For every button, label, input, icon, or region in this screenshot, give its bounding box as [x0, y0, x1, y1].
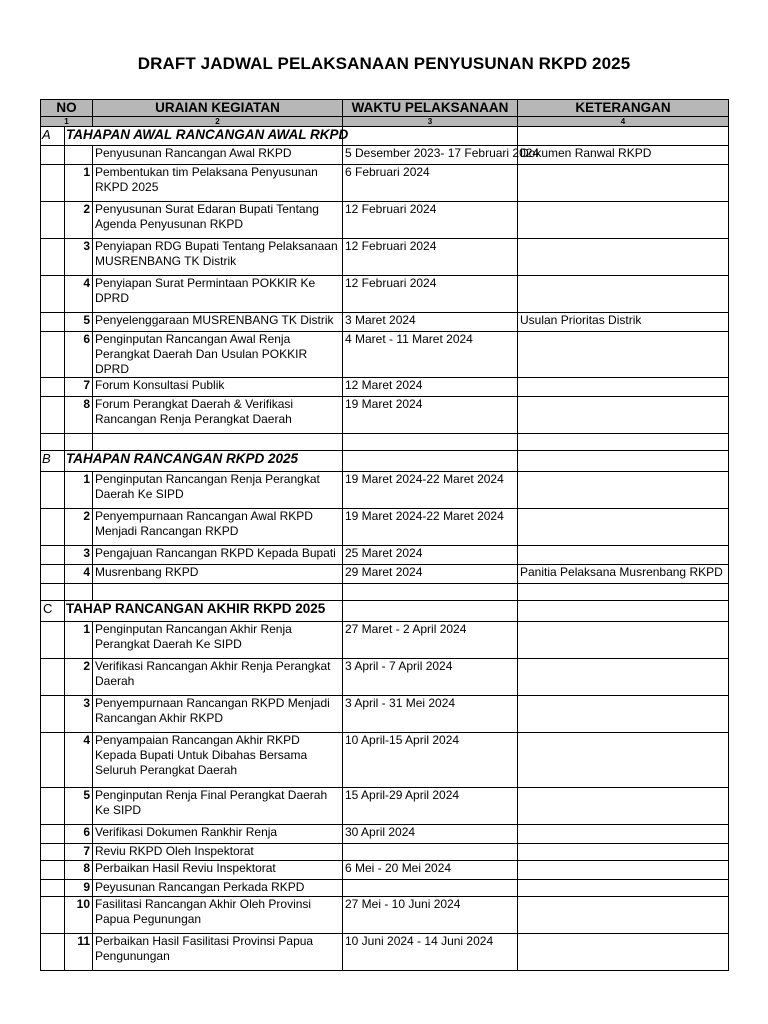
table-row [41, 546, 729, 565]
row-number: 8 [65, 861, 93, 880]
note-cell: Usulan Prioritas Distrik [518, 313, 729, 332]
table-row [41, 934, 729, 971]
activity-cell: Penginputan Rancangan Akhir Renja Perangkat Daerah Ke SIPD [93, 622, 343, 659]
time-cell: 19 Maret 2024-22 Maret 2024 [343, 509, 518, 546]
activity-cell: Verifikasi Dokumen Rankhir Renja [93, 825, 343, 844]
note-cell [518, 897, 729, 934]
table-row [41, 844, 729, 861]
note-cell [518, 659, 729, 696]
activity-cell: Forum Konsultasi Publik [93, 378, 343, 397]
empty-cell [518, 584, 729, 601]
time-cell: 15 April-29 April 2024 [343, 788, 518, 825]
table-row [41, 472, 729, 509]
note-cell [518, 378, 729, 397]
empty-cell [343, 601, 518, 622]
schedule-table [40, 99, 729, 971]
row-number: 6 [65, 825, 93, 844]
row-number: 7 [65, 378, 93, 397]
header-waktu: WAKTU PELAKSANAAN [343, 100, 518, 117]
empty-cell [41, 332, 65, 378]
note-cell [518, 788, 729, 825]
table-row [41, 880, 729, 897]
table-row [41, 313, 729, 332]
header-keterangan: KETERANGAN [518, 100, 729, 117]
time-cell: 12 Maret 2024 [343, 378, 518, 397]
time-cell: 19 Maret 2024-22 Maret 2024 [343, 472, 518, 509]
note-cell [518, 332, 729, 378]
table-row [41, 733, 729, 788]
time-cell: 3 April - 7 April 2024 [343, 659, 518, 696]
table-row [41, 788, 729, 825]
activity-cell: Penyusunan Rancangan Awal RKPD [93, 146, 343, 165]
activity-cell: Musrenbang RKPD [93, 565, 343, 584]
header-no: NO [41, 100, 93, 117]
empty-cell [41, 146, 65, 165]
activity-cell: Pengajuan Rancangan RKPD Kepada Bupati [93, 546, 343, 565]
time-cell: 6 Mei - 20 Mei 2024 [343, 861, 518, 880]
row-number: 2 [65, 202, 93, 239]
row-number: 2 [65, 509, 93, 546]
time-cell: 6 Februari 2024 [343, 165, 518, 202]
empty-cell [41, 861, 65, 880]
row-number: 3 [65, 546, 93, 565]
time-cell: 5 Desember 2023- 17 Februari 2024 [343, 146, 518, 165]
row-number: 6 [65, 332, 93, 378]
empty-cell [518, 434, 729, 451]
activity-cell: Penyiapan Surat Permintaan POKKIR Ke DPRD [93, 276, 343, 313]
row-number: 3 [65, 696, 93, 733]
row-number: 1 [65, 165, 93, 202]
empty-cell [93, 434, 343, 451]
activity-cell: Pembentukan tim Pelaksana Penyusunan RKPD 2025 [93, 165, 343, 202]
empty-cell [41, 165, 65, 202]
activity-cell: Perbaikan Hasil Reviu Inspektorat [93, 861, 343, 880]
empty-cell [41, 659, 65, 696]
table-row [41, 276, 729, 313]
table-row [41, 897, 729, 934]
table-row [41, 861, 729, 880]
activity-cell: Penyampaian Rancangan Akhir RKPD Kepada Bupati Untuk Dibahas Bersama Seluruh Perangkat Daerah [93, 733, 343, 788]
spacer-row [41, 584, 729, 601]
activity-cell: Penyempurnaan Rancangan Awal RKPD Menjadi Rancangan RKPD [93, 509, 343, 546]
table-row [41, 397, 729, 434]
activity-cell: Penginputan Rancangan Awal Renja Perangkat Daerah Dan Usulan POKKIR DPRD [93, 332, 343, 378]
empty-cell [41, 934, 65, 971]
section-c-header [41, 601, 729, 622]
empty-cell [41, 239, 65, 276]
table-row [41, 622, 729, 659]
row-number: 4 [65, 733, 93, 788]
note-cell [518, 546, 729, 565]
row-number: 8 [65, 397, 93, 434]
empty-cell [41, 276, 65, 313]
section-letter: B [41, 451, 65, 472]
table-row [41, 825, 729, 844]
note-cell [518, 472, 729, 509]
time-cell [343, 880, 518, 897]
note-cell [518, 696, 729, 733]
activity-cell: Penyempurnaan Rancangan RKPD Menjadi Rancangan Akhir RKPD [93, 696, 343, 733]
column-number: 3 [343, 117, 518, 127]
empty-cell [41, 565, 65, 584]
note-cell [518, 861, 729, 880]
empty-cell [41, 897, 65, 934]
empty-cell [343, 451, 518, 472]
section-letter: C [41, 601, 65, 622]
section-b-header [41, 451, 729, 472]
column-number: 2 [93, 117, 343, 127]
empty-cell [518, 601, 729, 622]
time-cell: 4 Maret - 11 Maret 2024 [343, 332, 518, 378]
time-cell: 10 Juni 2024 - 14 Juni 2024 [343, 934, 518, 971]
row-number: 5 [65, 313, 93, 332]
column-number: 4 [518, 117, 729, 127]
document-title: DRAFT JADWAL PELAKSANAAN PENYUSUNAN RKPD 2025 [137, 54, 631, 73]
note-cell: Panitia Pelaksana Musrenbang RKPD [518, 565, 729, 584]
table-row [41, 239, 729, 276]
table-row [41, 332, 729, 378]
empty-cell [41, 880, 65, 897]
time-cell: 12 Februari 2024 [343, 239, 518, 276]
time-cell: 30 April 2024 [343, 825, 518, 844]
table-row [41, 146, 729, 165]
spacer-row [41, 434, 729, 451]
note-cell [518, 733, 729, 788]
table-row [41, 659, 729, 696]
empty-cell [41, 584, 65, 601]
empty-cell [41, 202, 65, 239]
row-number: 4 [65, 276, 93, 313]
row-number: 7 [65, 844, 93, 861]
note-cell [518, 622, 729, 659]
table-row [41, 696, 729, 733]
note-cell: Dokumen Ranwal RKPD [518, 146, 729, 165]
time-cell: 19 Maret 2024 [343, 397, 518, 434]
table-row [41, 202, 729, 239]
table-row [41, 509, 729, 546]
time-cell: 10 April-15 April 2024 [343, 733, 518, 788]
note-cell [518, 844, 729, 861]
header-uraian: URAIAN KEGIATAN [93, 100, 343, 117]
row-number: 11 [65, 934, 93, 971]
empty-cell [41, 825, 65, 844]
empty-cell [41, 733, 65, 788]
table-row [41, 165, 729, 202]
activity-cell: Forum Perangkat Daerah & Verifikasi Rancangan Renja Perangkat Daerah [93, 397, 343, 434]
note-cell [518, 825, 729, 844]
empty-cell [65, 434, 93, 451]
time-cell: 12 Februari 2024 [343, 276, 518, 313]
time-cell: 29 Maret 2024 [343, 565, 518, 584]
note-cell [518, 880, 729, 897]
note-cell [518, 276, 729, 313]
empty-cell [41, 696, 65, 733]
header-row [41, 100, 729, 117]
note-cell [518, 165, 729, 202]
time-cell [343, 844, 518, 861]
section-a-header [41, 127, 729, 146]
empty-cell [41, 546, 65, 565]
empty-cell [41, 622, 65, 659]
row-number: 2 [65, 659, 93, 696]
row-number [65, 146, 93, 165]
empty-cell [93, 584, 343, 601]
table-row [41, 378, 729, 397]
activity-cell: Reviu RKPD Oleh Inspektorat [93, 844, 343, 861]
note-cell [518, 509, 729, 546]
time-cell: 3 April - 31 Mei 2024 [343, 696, 518, 733]
schedule-table-body [41, 100, 729, 971]
row-number: 5 [65, 788, 93, 825]
empty-cell [343, 434, 518, 451]
activity-cell: Penginputan Renja Final Perangkat Daerah Ke SIPD [93, 788, 343, 825]
empty-cell [343, 127, 518, 146]
empty-cell [41, 509, 65, 546]
column-number: 1 [41, 117, 93, 127]
note-cell [518, 239, 729, 276]
row-number: 1 [65, 622, 93, 659]
time-cell: 25 Maret 2024 [343, 546, 518, 565]
section-title: TAHAPAN AWAL RANCANGAN AWAL RKPD [65, 127, 343, 146]
table-row [41, 565, 729, 584]
row-number: 1 [65, 472, 93, 509]
empty-cell [41, 472, 65, 509]
activity-cell: Penyiapan RDG Bupati Tentang Pelaksanaan MUSRENBANG TK Distrik [93, 239, 343, 276]
empty-cell [41, 788, 65, 825]
activity-cell: Perbaikan Hasil Fasilitasi Provinsi Papua Pengunungan [93, 934, 343, 971]
activity-cell: Penyusunan Surat Edaran Bupati Tentang Agenda Penyusunan RKPD [93, 202, 343, 239]
empty-cell [41, 313, 65, 332]
activity-cell: Verifikasi Rancangan Akhir Renja Perangkat Daerah [93, 659, 343, 696]
empty-cell [41, 434, 65, 451]
empty-cell [343, 584, 518, 601]
section-letter: A [41, 127, 65, 146]
empty-cell [518, 127, 729, 146]
empty-cell [65, 584, 93, 601]
column-number-row [41, 117, 729, 127]
empty-cell [41, 397, 65, 434]
activity-cell: Penyelenggaraan MUSRENBANG TK Distrik [93, 313, 343, 332]
empty-cell [41, 844, 65, 861]
activity-cell: Fasilitasi Rancangan Akhir Oleh Provinsi Papua Pegunungan [93, 897, 343, 934]
section-title: TAHAPAN RANCANGAN RKPD 2025 [65, 451, 343, 472]
note-cell [518, 397, 729, 434]
time-cell: 27 Maret - 2 April 2024 [343, 622, 518, 659]
empty-cell [518, 451, 729, 472]
section-title: TAHAP RANCANGAN AKHIR RKPD 2025 [65, 601, 343, 622]
row-number: 4 [65, 565, 93, 584]
time-cell: 12 Februari 2024 [343, 202, 518, 239]
note-cell [518, 202, 729, 239]
empty-cell [41, 378, 65, 397]
time-cell: 3 Maret 2024 [343, 313, 518, 332]
time-cell: 27 Mei - 10 Juni 2024 [343, 897, 518, 934]
row-number: 9 [65, 880, 93, 897]
row-number: 10 [65, 897, 93, 934]
note-cell [518, 934, 729, 971]
row-number: 3 [65, 239, 93, 276]
activity-cell: Penginputan Rancangan Renja Perangkat Daerah Ke SIPD [93, 472, 343, 509]
activity-cell: Peyusunan Rancangan Perkada RKPD [93, 880, 343, 897]
